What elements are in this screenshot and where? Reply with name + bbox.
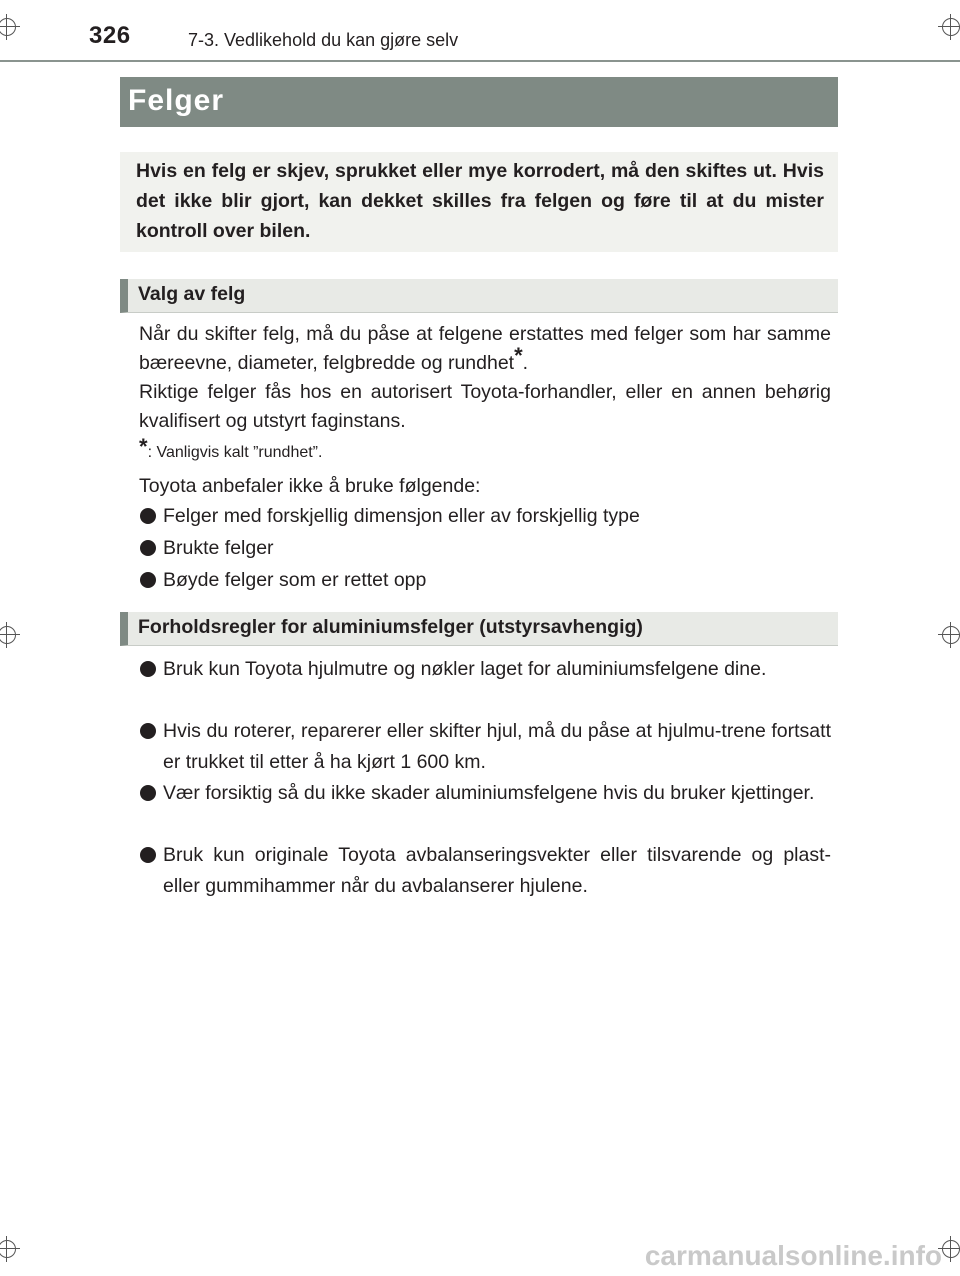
section-heading-text: Valg av felg bbox=[138, 283, 246, 305]
bullet-icon bbox=[140, 723, 156, 739]
section-heading-valg-av-felg bbox=[120, 279, 838, 313]
bullet-icon bbox=[140, 508, 156, 524]
list-item: Bruk kun originale Toyota avbalanseringsvekter eller tilsvarende og plast- eller gummihammer når du avbalanserer hjulene. bbox=[139, 840, 831, 902]
section-heading-text: Forholdsregler for aluminiumsfelger (utstyrsavhengig) bbox=[138, 616, 643, 638]
page-title: Felger bbox=[120, 77, 838, 127]
intro-text: Hvis en felg er skjev, sprukket eller mye korrodert, må den skiftes ut. Hvis det ikke blir gjort, kan dekket skilles fra felgen og føre til at du mister kontroll over bilen. bbox=[136, 160, 824, 242]
bullet-icon bbox=[140, 540, 156, 556]
section-heading-aluminium-precautions bbox=[120, 612, 838, 646]
bullet-icon bbox=[140, 785, 156, 801]
crop-mark-mid-left bbox=[0, 622, 20, 648]
paragraph-dealer: Riktige felger fås hos en autorisert Toyota-forhandler, eller en annen behørig kvalifisert og utstyrt faginstans. bbox=[139, 381, 831, 432]
bullet-icon bbox=[140, 661, 156, 677]
bullet-icon bbox=[140, 572, 156, 588]
list-item: Vær forsiktig så du ikke skader aluminiumsfelgene hvis du bruker kjettinger. bbox=[139, 778, 831, 809]
header-rule bbox=[0, 60, 960, 62]
paragraph-replacement: Når du skifter felg, må du påse at felgene erstattes med felger som har samme bæreevne, diameter, felgbredde og rundhet*. bbox=[139, 323, 831, 374]
footnote-marker: * bbox=[514, 343, 523, 368]
running-head: 7-3. Vedlikehold du kan gjøre selv bbox=[188, 30, 459, 50]
bullet-icon bbox=[140, 847, 156, 863]
list-item: Bruk kun Toyota hjulmutre og nøkler laget for aluminiumsfelgene dine. bbox=[139, 654, 831, 685]
list-item: Felger med forskjellig dimensjon eller av forskjellig type bbox=[139, 501, 831, 532]
page-number: 326 bbox=[89, 22, 131, 49]
intro-box bbox=[120, 152, 838, 252]
crop-mark-mid-right bbox=[938, 622, 960, 648]
crop-mark-bottom-left bbox=[0, 1236, 20, 1262]
list-item: Brukte felger bbox=[139, 533, 831, 564]
footnote-star: * bbox=[139, 434, 148, 459]
crop-mark-top-right bbox=[938, 14, 960, 40]
list-item: Hvis du roterer, reparerer eller skifter hjul, må du påse at hjulmu-trene fortsatt er trukket til etter å ha kjørt 1 600 km. bbox=[139, 716, 831, 778]
list-item: Bøyde felger som er rettet opp bbox=[139, 565, 831, 596]
footnote: *: Vanligvis kalt ”rundhet”. bbox=[139, 434, 323, 461]
watermark: carmanualsonline.info bbox=[644, 1240, 942, 1271]
paragraph-recommendation-lead: Toyota anbefaler ikke å bruke følgende: bbox=[139, 475, 481, 497]
crop-mark-top-left bbox=[0, 14, 20, 40]
